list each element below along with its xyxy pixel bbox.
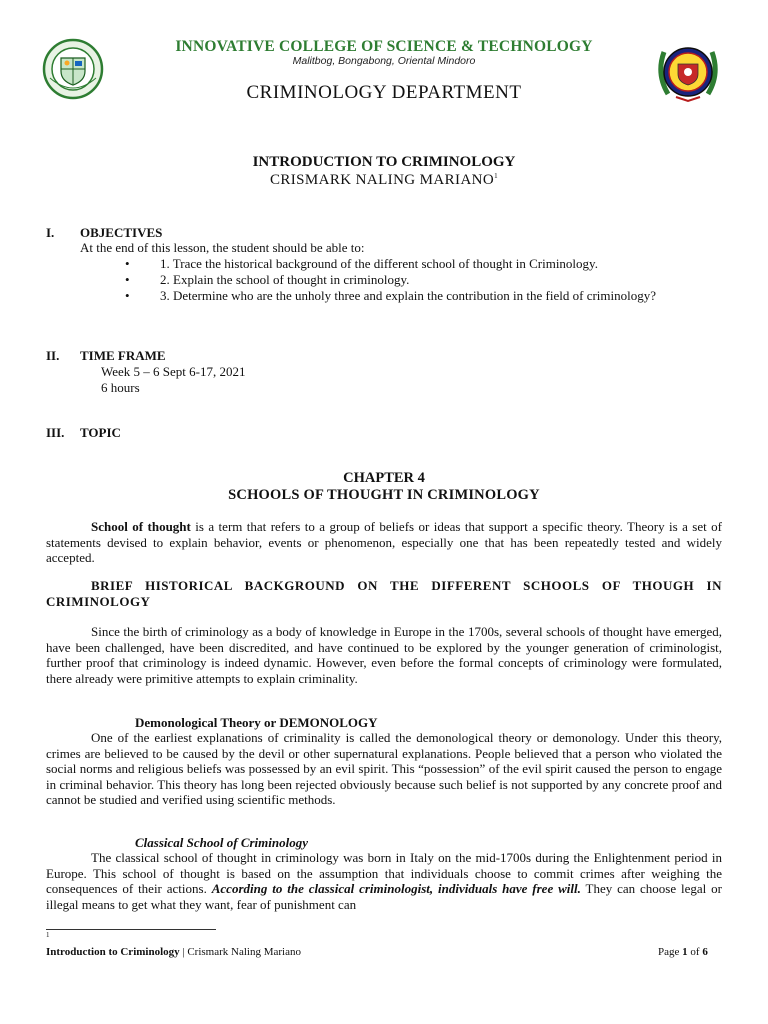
time-frame-week: Week 5 – 6 Sept 6-17, 2021 — [101, 364, 246, 379]
college-address: Malitbog, Bongabong, Oriental Mindoro — [292, 55, 476, 67]
author-name — [0, 172, 768, 189]
objectives-heading: OBJECTIVES — [80, 225, 163, 240]
chapter-number: CHAPTER 4 — [343, 470, 425, 486]
footer-author: Crismark Naling Mariano — [187, 946, 301, 958]
intro-term: School of thought — [91, 519, 191, 534]
department-seal — [654, 40, 722, 104]
footer-separator: | — [179, 946, 188, 958]
page-label: Page — [658, 946, 683, 958]
page-of: of — [687, 946, 703, 958]
page-total: 6 — [702, 946, 708, 958]
objectives-list — [80, 256, 740, 304]
topic-number: III. — [46, 425, 65, 440]
classical-text-start: The classical school of thought in criminology was born in Italy on the mid-1700s during the Enlightenment period in Europe. This school of thought is based on the assumption that individuals choose to commit crimes after weighing the consequences of their actions. — [46, 850, 722, 896]
intro-paragraph — [46, 519, 722, 566]
author-footnote-ref: 1 — [494, 172, 499, 180]
author-name-text: CRISMARK NALING MARIANO — [269, 172, 495, 188]
classical-paragraph — [46, 850, 722, 912]
classical-heading: Classical School of Criminology — [135, 835, 308, 850]
chapter-title: SCHOOLS OF THOUGHT IN CRIMINOLOGY — [228, 487, 540, 503]
objectives-number: I. — [46, 225, 55, 240]
demonology-heading: Demonological Theory or DEMONOLOGY — [135, 715, 378, 730]
objectives-intro: At the end of this lesson, the student should be able to: — [80, 240, 365, 255]
topic-heading: TOPIC — [80, 425, 121, 440]
footnote-mark: 1 — [46, 931, 50, 939]
course-title: INTRODUCTION TO CRIMINOLOGY — [252, 154, 516, 170]
demonology-paragraph: One of the earliest explanations of criminality is called the demonological theory or demonology. Under this theory, crimes are believed to be caused by the devil or other supernatural explanations. People believed that a person who violated the social norms and religious beliefs was possessed by an evil spirit. This “possession” of the evil spirit caused the person to engage in criminal behavior. This theory has long been rejected obviously because such belief is not supported by any concrete proof and cannot be studied and verified using scientific methods. — [46, 730, 722, 807]
history-paragraph: Since the birth of criminology as a body of knowledge in Europe in the 1700s, several schools of thought have emerged, have been challenged, have been discredited, and have continued to be explored by the younger generation of criminologist, further proof that criminology is indeed dynamic. However, even before the formal concepts of criminology were formulated, there already were primitive attempts to explain criminality. — [46, 624, 722, 686]
list-item: • 3. Determine who are the unholy three and explain the contribution in the field of criminology? — [80, 288, 740, 304]
history-heading: BRIEF HISTORICAL BACKGROUND ON THE DIFFERENT SCHOOLS OF THOUGH IN CRIMINOLOGY — [46, 578, 722, 609]
list-item: • 1. Trace the historical background of the different school of thought in Criminology. — [80, 256, 740, 272]
college-name: INNOVATIVE COLLEGE OF SCIENCE & TECHNOLOGY — [175, 38, 593, 55]
footnote-divider — [46, 929, 216, 930]
time-frame-number: II. — [46, 348, 60, 363]
classical-text-end: They can choose legal or illegal means to get what they want, fear of punishment can — [46, 881, 722, 912]
page-current: 1 — [682, 946, 688, 958]
footer-course-title: Introduction to Criminology — [46, 946, 180, 958]
list-item: • 2. Explain the school of thought in criminology. — [80, 272, 740, 288]
page-number — [658, 946, 708, 958]
time-frame-hours: 6 hours — [101, 380, 140, 395]
footer-course — [46, 946, 301, 958]
time-frame-heading: TIME FRAME — [80, 348, 166, 363]
intro-text: is a term that refers to a group of beliefs or ideas that support a specific theory. Theory is a set of statements devised to explain behavior, events or phenomenon, especially one that has been repeatedly tested and widely accepted. — [46, 519, 722, 565]
department-title: CRIMINOLOGY DEPARTMENT — [246, 82, 522, 103]
classical-emphasis: According to the classical criminologist, individuals have free will. — [211, 881, 581, 896]
